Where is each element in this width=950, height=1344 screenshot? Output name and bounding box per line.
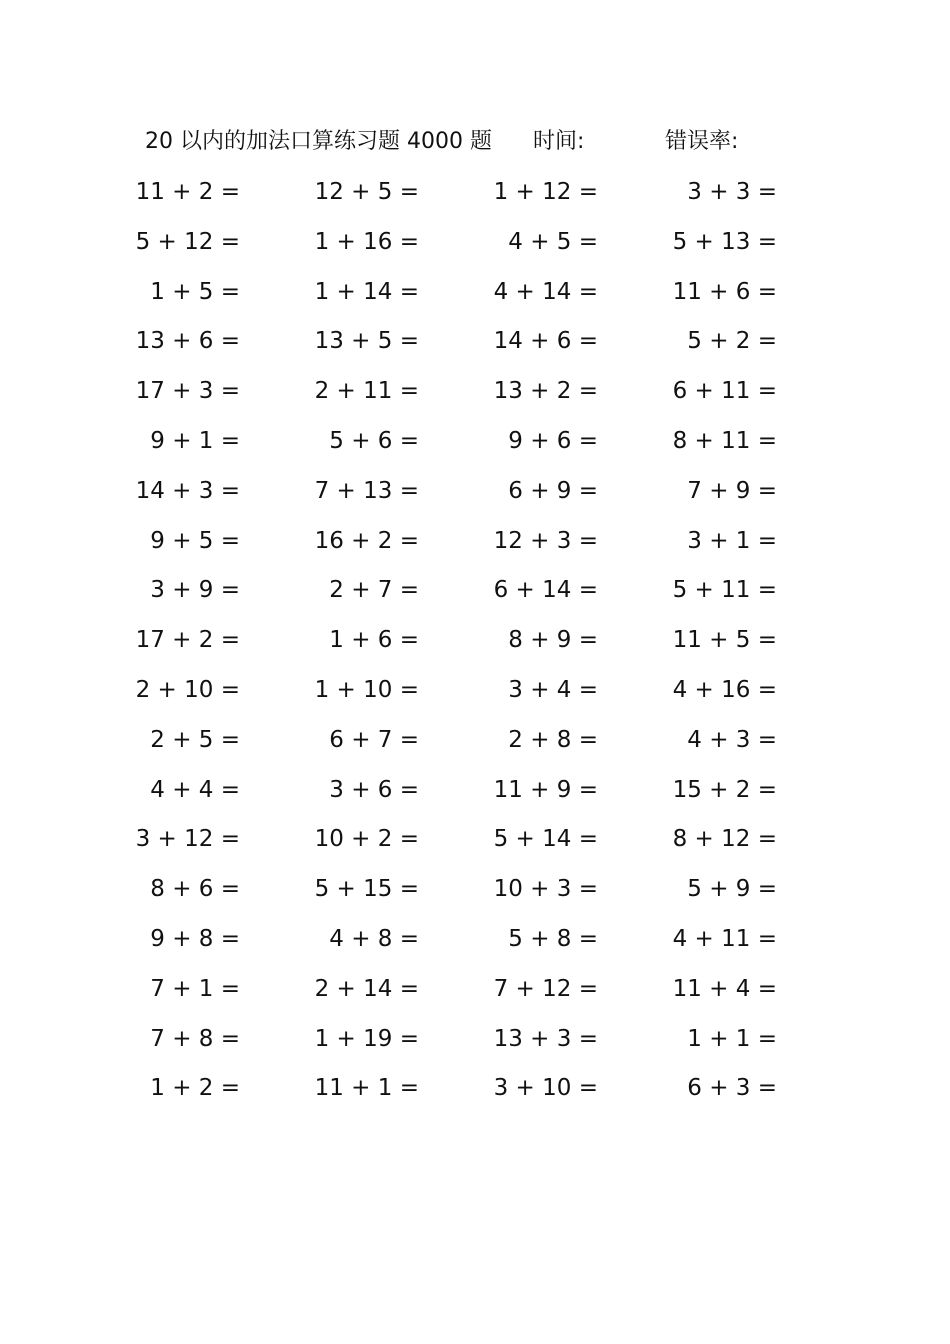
problem-item: 5 + 14 =	[493, 826, 598, 853]
problem-item: 2 + 11 =	[314, 378, 419, 405]
problem-item: 2 + 14 =	[314, 975, 419, 1002]
problem-item: 1 + 10 =	[314, 676, 419, 703]
problem-item: 4 + 3 =	[687, 726, 777, 753]
problem-item: 12 + 3 =	[493, 527, 598, 554]
problem-item: 1 + 1 =	[687, 1025, 777, 1052]
problem-item: 2 + 10 =	[135, 676, 240, 703]
problem-item: 3 + 3 =	[687, 179, 777, 205]
problem-item: 10 + 2 =	[314, 826, 419, 853]
problem-item: 13 + 2 =	[493, 378, 598, 405]
problem-item: 1 + 19 =	[314, 1025, 419, 1052]
worksheet-title: 20 以内的加法口算练习题 4000 题	[145, 129, 492, 154]
worksheet-header	[0, 124, 950, 160]
problem-item: 1 + 5 =	[150, 278, 240, 305]
problem-item: 6 + 9 =	[508, 477, 598, 504]
problem-item: 15 + 2 =	[672, 776, 777, 803]
problem-item: 14 + 6 =	[493, 328, 598, 355]
problem-item: 11 + 2 =	[135, 179, 240, 205]
problem-item: 4 + 4 =	[150, 776, 240, 803]
error-rate-label: 错误率:	[665, 129, 739, 154]
problem-item: 13 + 6 =	[135, 328, 240, 355]
problem-row	[0, 969, 950, 1019]
problem-item: 9 + 1 =	[150, 427, 240, 454]
problem-item: 5 + 15 =	[314, 876, 419, 903]
problem-row	[0, 321, 950, 371]
problem-row	[0, 620, 950, 670]
problem-row	[0, 1068, 950, 1118]
problem-item: 17 + 2 =	[135, 627, 240, 654]
problem-row	[0, 272, 950, 322]
time-label: 时间:	[533, 129, 585, 154]
problem-item: 8 + 12 =	[672, 826, 777, 853]
problem-item: 7 + 8 =	[150, 1025, 240, 1052]
problem-item: 6 + 3 =	[687, 1075, 777, 1102]
problem-item: 14 + 3 =	[135, 477, 240, 504]
problem-item: 7 + 1 =	[150, 975, 240, 1002]
problem-item: 2 + 5 =	[150, 726, 240, 753]
problem-row	[0, 521, 950, 571]
problem-item: 6 + 11 =	[672, 378, 777, 405]
problem-item: 3 + 6 =	[329, 776, 419, 803]
problem-item: 1 + 14 =	[314, 278, 419, 305]
problem-item: 4 + 14 =	[493, 278, 598, 305]
problem-row	[0, 670, 950, 720]
problem-item: 6 + 14 =	[493, 577, 598, 604]
problem-item: 9 + 6 =	[508, 427, 598, 454]
problem-item: 7 + 13 =	[314, 477, 419, 504]
problem-item: 5 + 9 =	[687, 876, 777, 903]
problem-row	[0, 371, 950, 421]
problem-item: 3 + 1 =	[687, 527, 777, 554]
problem-item: 11 + 5 =	[672, 627, 777, 654]
problem-item: 1 + 12 =	[493, 179, 598, 205]
problem-item: 3 + 12 =	[135, 826, 240, 853]
problem-item: 8 + 11 =	[672, 427, 777, 454]
problem-item: 5 + 2 =	[687, 328, 777, 355]
problem-item: 5 + 6 =	[329, 427, 419, 454]
problem-item: 3 + 9 =	[150, 577, 240, 604]
problem-item: 17 + 3 =	[135, 378, 240, 405]
problem-item: 10 + 3 =	[493, 876, 598, 903]
problem-row	[0, 471, 950, 521]
problem-item: 1 + 2 =	[150, 1075, 240, 1102]
problem-item: 2 + 8 =	[508, 726, 598, 753]
problem-item: 11 + 4 =	[672, 975, 777, 1002]
problem-row	[0, 1019, 950, 1069]
problem-item: 8 + 9 =	[508, 627, 598, 654]
problem-item: 11 + 9 =	[493, 776, 598, 803]
problem-item: 3 + 10 =	[493, 1075, 598, 1102]
problem-item: 1 + 6 =	[329, 627, 419, 654]
problem-item: 7 + 9 =	[687, 477, 777, 504]
problem-item: 1 + 16 =	[314, 228, 419, 255]
problem-item: 11 + 6 =	[672, 278, 777, 305]
problem-grid	[0, 172, 950, 1118]
problem-item: 5 + 11 =	[672, 577, 777, 604]
problem-item: 5 + 13 =	[672, 228, 777, 255]
problem-item: 4 + 5 =	[508, 228, 598, 255]
problem-row	[0, 570, 950, 620]
problem-item: 13 + 5 =	[314, 328, 419, 355]
problem-item: 8 + 6 =	[150, 876, 240, 903]
problem-row	[0, 720, 950, 770]
problem-item: 13 + 3 =	[493, 1025, 598, 1052]
problem-row	[0, 869, 950, 919]
problem-row	[0, 421, 950, 471]
problem-item: 9 + 8 =	[150, 925, 240, 952]
problem-row	[0, 222, 950, 272]
problem-row	[0, 172, 950, 222]
problem-item: 11 + 1 =	[314, 1075, 419, 1102]
problem-item: 7 + 12 =	[493, 975, 598, 1002]
problem-item: 4 + 11 =	[672, 925, 777, 952]
problem-row	[0, 770, 950, 820]
problem-item: 2 + 7 =	[329, 577, 419, 604]
problem-item: 5 + 12 =	[135, 228, 240, 255]
problem-item: 12 + 5 =	[314, 179, 419, 205]
problem-item: 6 + 7 =	[329, 726, 419, 753]
problem-row	[0, 919, 950, 969]
problem-item: 4 + 16 =	[672, 676, 777, 703]
problem-item: 5 + 8 =	[508, 925, 598, 952]
problem-item: 9 + 5 =	[150, 527, 240, 554]
problem-item: 4 + 8 =	[329, 925, 419, 952]
problem-row	[0, 819, 950, 869]
problem-item: 16 + 2 =	[314, 527, 419, 554]
problem-item: 3 + 4 =	[508, 676, 598, 703]
